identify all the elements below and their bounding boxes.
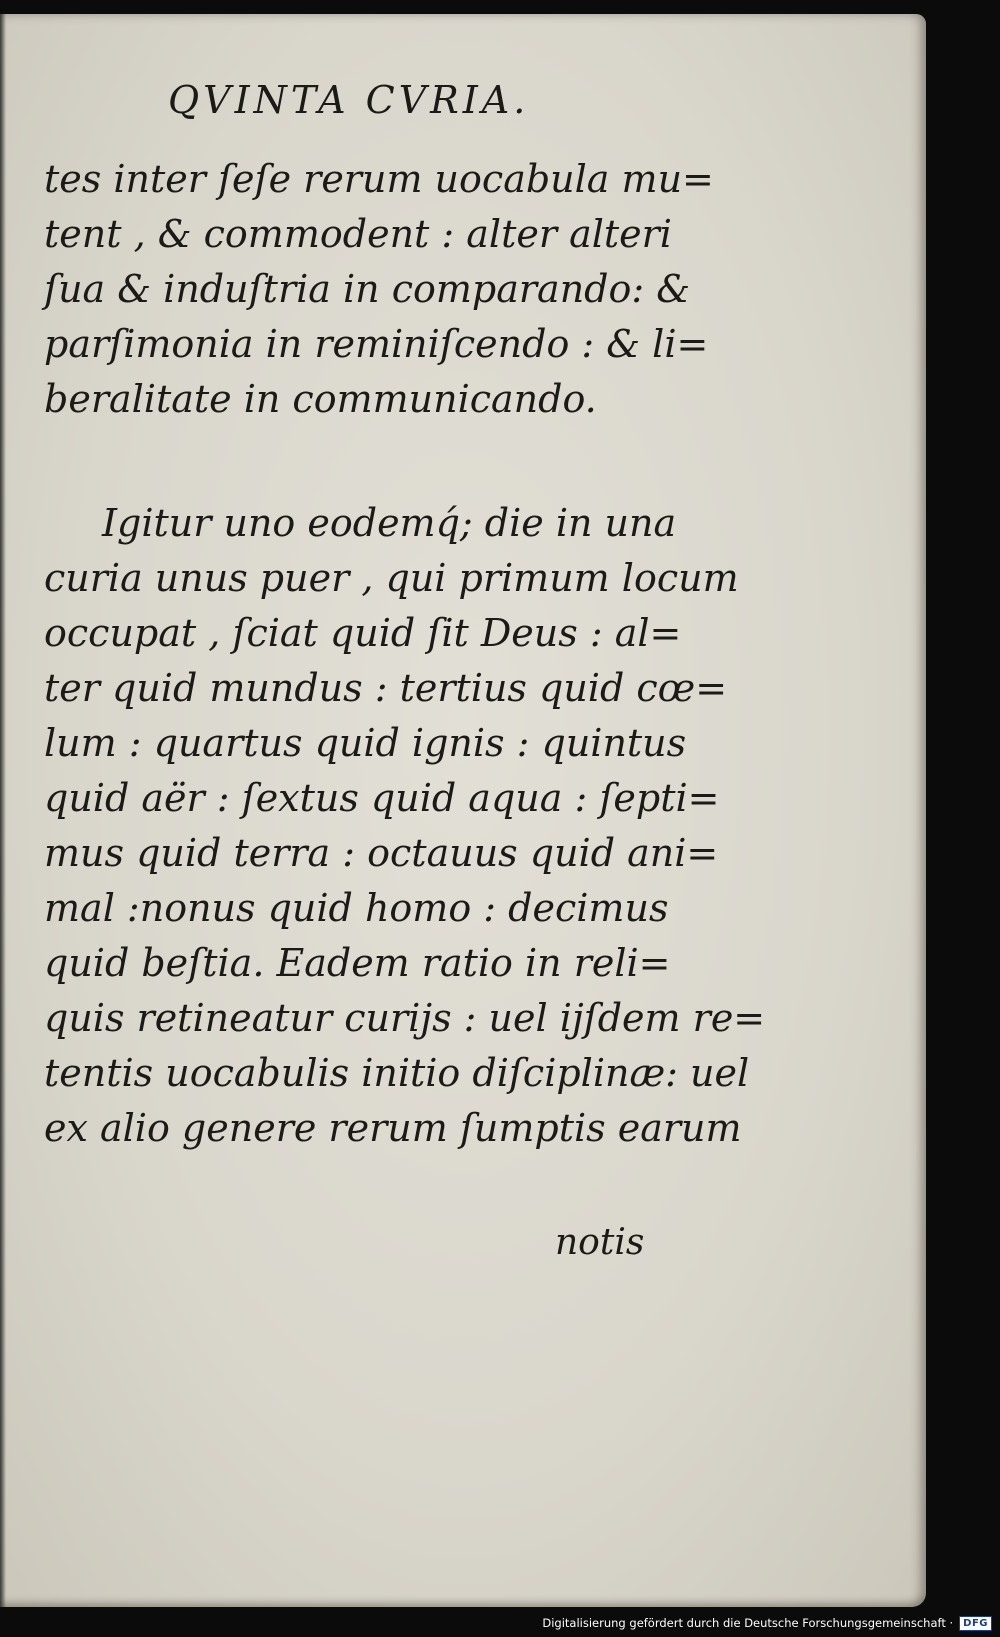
text-line: ex alio genere rerum ſumptis earum: [44, 1106, 742, 1150]
text-line: tentis uocabulis initio diſciplinæ: uel: [44, 1051, 750, 1095]
credit-text: Digitalisierung gefördert durch die Deutsche Forschungsgemeinschaft ·: [542, 1616, 954, 1630]
dfg-logo: DFG: [959, 1616, 992, 1631]
running-head: QVINTA CVRIA.: [168, 78, 530, 122]
text-line: quis retineatur curijs : uel ijſdem re=: [44, 996, 766, 1040]
text-line: parſimonia in reminiſcendo : & li=: [44, 322, 709, 366]
text-line: mal :nonus quid homo : decimus: [44, 886, 669, 930]
text-line: ſua & induſtria in comparando: &: [44, 267, 691, 311]
text-line: tes inter ſeſe rerum uocabula mu=: [44, 157, 714, 201]
paragraph-2: [44, 496, 766, 1156]
text-line: curia unus puer , qui primum locum: [44, 556, 739, 600]
page-gutter-shadow: [0, 14, 6, 1607]
text-line: ter quid mundus : tertius quid cœ=: [44, 666, 728, 710]
text-line: occupat , ſciat quid ſit Deus : al=: [44, 611, 682, 655]
text-line: mus quid terra : octauus quid ani=: [44, 831, 719, 875]
digitization-credit: [542, 1611, 992, 1635]
paragraph-1: [44, 152, 714, 427]
text-line: beralitate in communicando.: [44, 377, 597, 421]
text-line: tent , & commodent : alter alteri: [44, 212, 672, 256]
text-line: quid beſtia. Eadem ratio in reli=: [44, 941, 671, 985]
catchword: notis: [555, 1222, 645, 1263]
text-line: Igitur uno eodemq́; die in una: [102, 501, 677, 545]
text-line: quid aër : ſextus quid aqua : ſepti=: [44, 776, 720, 820]
text-line: lum : quartus quid ignis : quintus: [44, 721, 687, 765]
